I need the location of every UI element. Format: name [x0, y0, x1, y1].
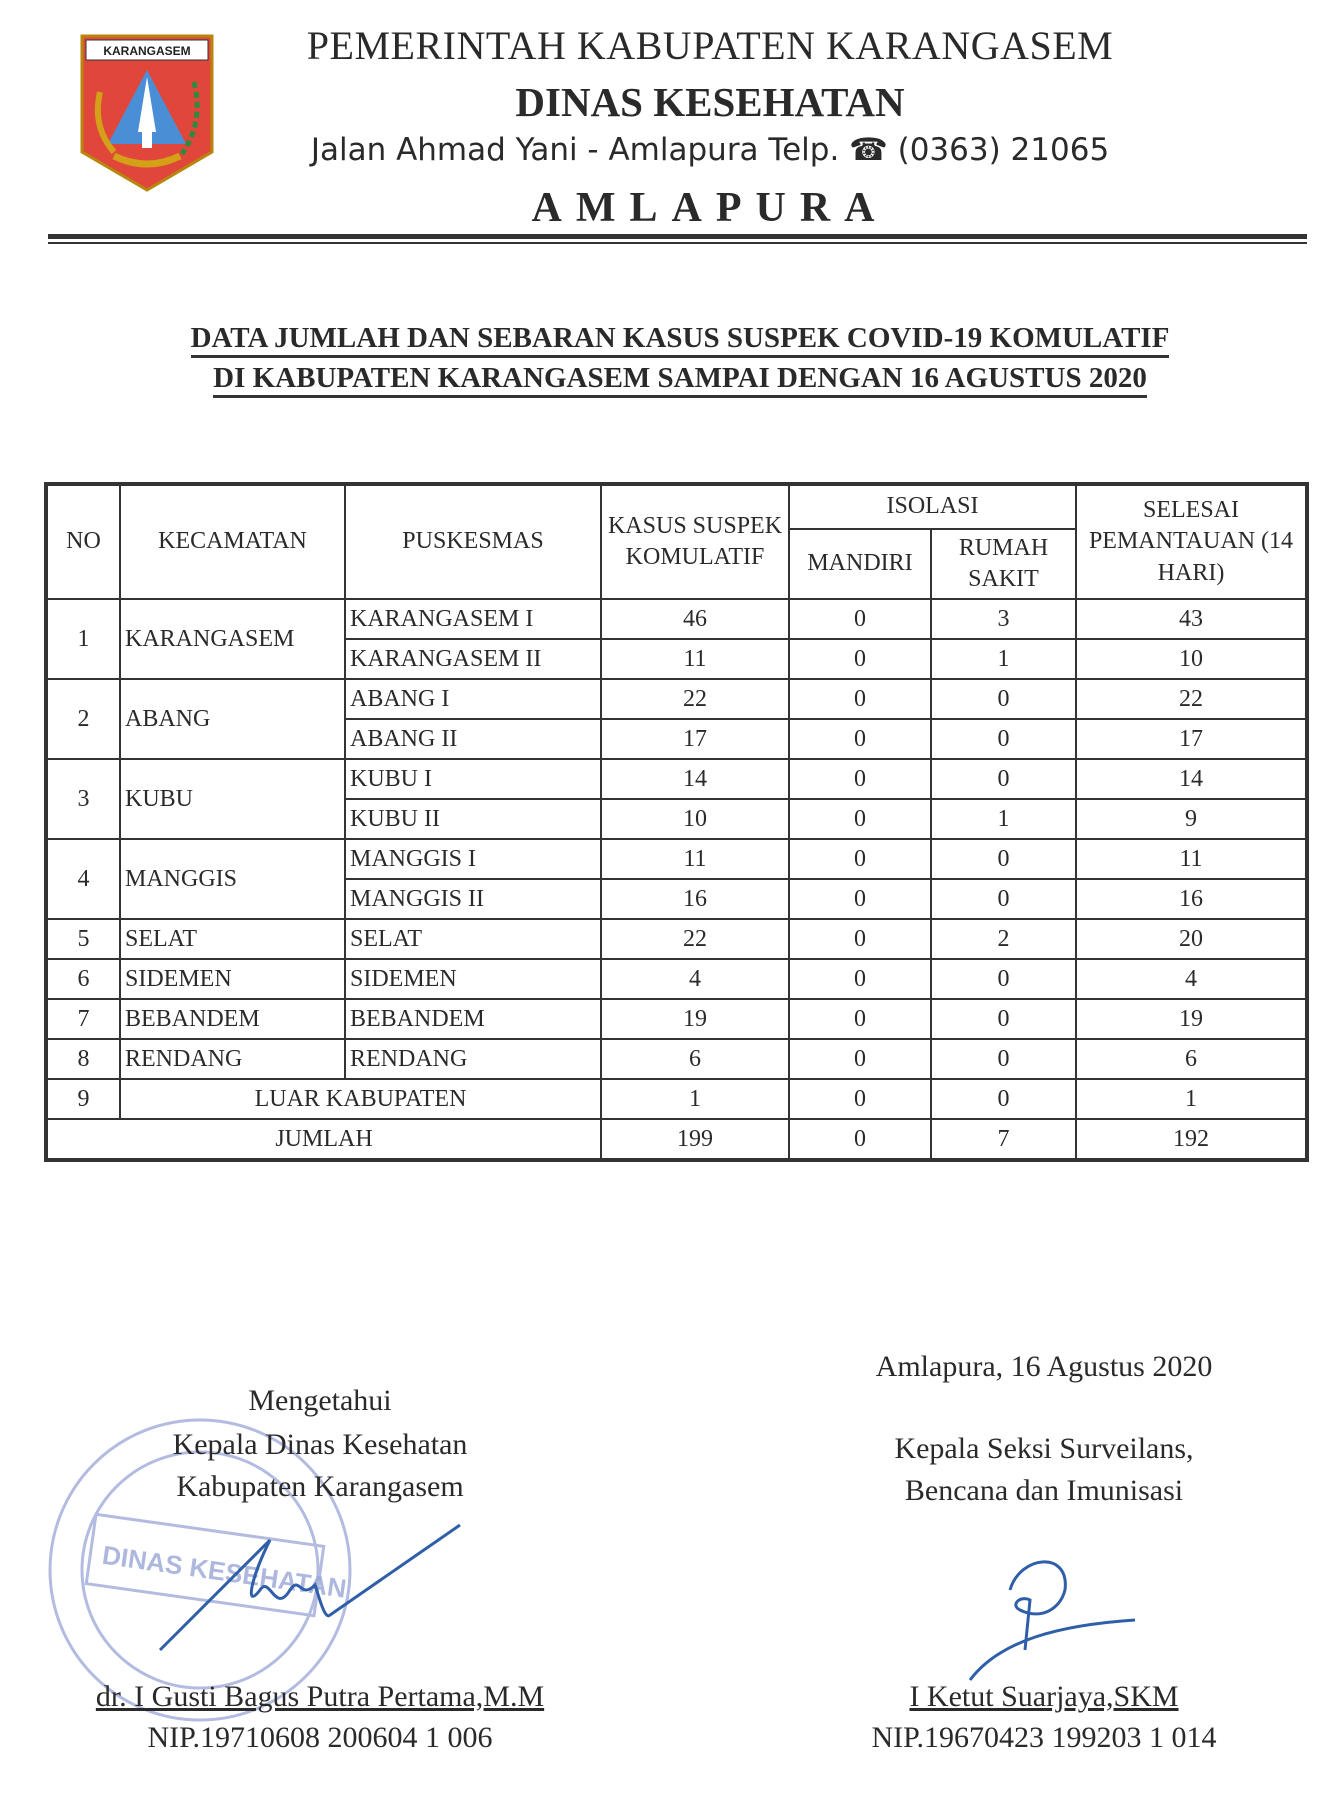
cell-selesai: 20	[1076, 919, 1307, 959]
cell-puskesmas: RENDANG	[345, 1039, 601, 1079]
cell-puskesmas: MANGGIS II	[345, 879, 601, 919]
cell-total-selesai: 192	[1076, 1119, 1307, 1160]
cell-mandiri: 0	[789, 599, 931, 639]
cell-total-label: JUMLAH	[46, 1119, 601, 1160]
covid-suspect-table	[44, 482, 1309, 1162]
signature-right	[960, 1550, 1160, 1690]
cell-selesai: 4	[1076, 959, 1307, 999]
cell-selesai: 14	[1076, 759, 1307, 799]
cell-kecamatan: ABANG	[120, 679, 345, 759]
cell-selesai: 9	[1076, 799, 1307, 839]
right-sign-line2: Bencana dan Imunisasi	[904, 1474, 1184, 1507]
header-isolasi: ISOLASI	[789, 484, 1076, 529]
cell-rumah-sakit: 1	[931, 639, 1076, 679]
cell-rumah-sakit: 0	[931, 959, 1076, 999]
header-no: NO	[46, 484, 120, 599]
cell-puskesmas: KARANGASEM I	[345, 599, 601, 639]
cell-kasus: 17	[601, 719, 789, 759]
cell-mandiri: 0	[789, 1039, 931, 1079]
cell-total-mandiri: 0	[789, 1119, 931, 1160]
cell-mandiri: 0	[789, 759, 931, 799]
header-mandiri: MANDIRI	[789, 529, 931, 599]
cell-no: 7	[46, 999, 120, 1039]
table-row	[46, 759, 1307, 799]
cell-kasus: 10	[601, 799, 789, 839]
cell-kecamatan: SELAT	[120, 919, 345, 959]
cell-kecamatan: BEBANDEM	[120, 999, 345, 1039]
cell-puskesmas: KUBU I	[345, 759, 601, 799]
cell-total-rs: 7	[931, 1119, 1076, 1160]
cell-kasus: 46	[601, 599, 789, 639]
svg-text:DINAS KESEHATAN: DINAS KESEHATAN	[100, 1539, 349, 1604]
table-row	[46, 919, 1307, 959]
header-kasus: KASUS SUSPEK KOMULATIF	[601, 484, 789, 599]
cell-mandiri: 0	[789, 959, 931, 999]
left-signatory-name: dr. I Gusti Bagus Putra Pertama,M.M	[95, 1680, 545, 1713]
table-row	[46, 1039, 1307, 1079]
cell-selesai: 43	[1076, 599, 1307, 639]
cell-selesai: 11	[1076, 839, 1307, 879]
table-row	[46, 599, 1307, 639]
cell-selesai: 1	[1076, 1079, 1307, 1119]
cell-mandiri: 0	[789, 999, 931, 1039]
signature-left	[150, 1520, 470, 1660]
cell-selesai: 10	[1076, 639, 1307, 679]
table-row	[46, 679, 1307, 719]
left-sign-line3: Kabupaten Karangasem	[176, 1470, 464, 1503]
left-signatory-nip: NIP.19710608 200604 1 006	[147, 1721, 493, 1754]
cell-total-kasus: 199	[601, 1119, 789, 1160]
cell-no: 5	[46, 919, 120, 959]
cell-rumah-sakit: 1	[931, 799, 1076, 839]
cell-mandiri: 0	[789, 639, 931, 679]
table-row-luar-kabupaten	[46, 1079, 1307, 1119]
cell-puskesmas: SIDEMEN	[345, 959, 601, 999]
cell-selesai: 17	[1076, 719, 1307, 759]
cell-rumah-sakit: 3	[931, 599, 1076, 639]
cell-no: 4	[46, 839, 120, 919]
table-row	[46, 959, 1307, 999]
cell-mandiri: 0	[789, 1079, 931, 1119]
cell-selesai: 19	[1076, 999, 1307, 1039]
left-sign-line1: Mengetahui	[248, 1384, 392, 1417]
cell-rumah-sakit: 0	[931, 679, 1076, 719]
cell-puskesmas: ABANG I	[345, 679, 601, 719]
cell-mandiri: 0	[789, 679, 931, 719]
table-row	[46, 999, 1307, 1039]
cell-mandiri: 0	[789, 719, 931, 759]
cell-puskesmas: MANGGIS I	[345, 839, 601, 879]
cell-rumah-sakit: 0	[931, 879, 1076, 919]
signature-date-place: Amlapura, 16 Agustus 2020	[875, 1350, 1213, 1383]
letterhead-agency: DINAS KESEHATAN	[515, 79, 905, 125]
cell-kecamatan: MANGGIS	[120, 839, 345, 919]
table-row	[46, 839, 1307, 879]
cell-kasus: 1	[601, 1079, 789, 1119]
cell-puskesmas: KARANGASEM II	[345, 639, 601, 679]
cell-no: 2	[46, 679, 120, 759]
cell-luar-label: LUAR KABUPATEN	[120, 1079, 601, 1119]
cell-rumah-sakit: 0	[931, 719, 1076, 759]
cell-rumah-sakit: 0	[931, 999, 1076, 1039]
cell-mandiri: 0	[789, 839, 931, 879]
right-sign-line1: Kepala Seksi Surveilans,	[894, 1432, 1194, 1465]
cell-mandiri: 0	[789, 799, 931, 839]
cell-puskesmas: ABANG II	[345, 719, 601, 759]
left-sign-line2: Kepala Dinas Kesehatan	[172, 1428, 468, 1461]
cell-kasus: 11	[601, 839, 789, 879]
cell-no: 6	[46, 959, 120, 999]
cell-puskesmas: BEBANDEM	[345, 999, 601, 1039]
letterhead-city: AMLAPURA	[531, 185, 889, 231]
cell-kasus: 6	[601, 1039, 789, 1079]
cell-rumah-sakit: 2	[931, 919, 1076, 959]
header-kecamatan: KECAMATAN	[120, 484, 345, 599]
document-title-line2: DI KABUPATEN KARANGASEM SAMPAI DENGAN 16 AGUSTUS 2020	[80, 362, 1280, 395]
cell-kecamatan: RENDANG	[120, 1039, 345, 1079]
cell-no: 3	[46, 759, 120, 839]
letterhead-government: PEMERINTAH KABUPATEN KARANGASEM	[306, 23, 1114, 68]
cell-kasus: 11	[601, 639, 789, 679]
letterhead-rule-thin	[48, 242, 1307, 244]
cell-kasus: 22	[601, 919, 789, 959]
cell-no: 1	[46, 599, 120, 679]
karangasem-logo	[78, 32, 216, 192]
cell-puskesmas: KUBU II	[345, 799, 601, 839]
cell-selesai: 16	[1076, 879, 1307, 919]
letterhead-rule	[48, 234, 1307, 239]
table-row-total	[46, 1119, 1307, 1160]
cell-selesai: 22	[1076, 679, 1307, 719]
cell-kasus: 16	[601, 879, 789, 919]
cell-kecamatan: SIDEMEN	[120, 959, 345, 999]
cell-no: 8	[46, 1039, 120, 1079]
svg-text:KARANGASEM: KARANGASEM	[103, 44, 191, 58]
cell-kasus: 4	[601, 959, 789, 999]
letterhead-address: Jalan Ahmad Yani - Amlapura Telp. ☎ (0363) 21065	[310, 132, 1110, 168]
cell-kecamatan: KARANGASEM	[120, 599, 345, 679]
cell-rs: 0	[931, 1079, 1076, 1119]
cell-no: 9	[46, 1079, 120, 1119]
cell-puskesmas: SELAT	[345, 919, 601, 959]
cell-selesai: 6	[1076, 1039, 1307, 1079]
cell-mandiri: 0	[789, 879, 931, 919]
cell-rumah-sakit: 0	[931, 1039, 1076, 1079]
cell-kasus: 22	[601, 679, 789, 719]
cell-mandiri: 0	[789, 919, 931, 959]
cell-rumah-sakit: 0	[931, 839, 1076, 879]
cell-kecamatan: KUBU	[120, 759, 345, 839]
cell-rumah-sakit: 0	[931, 759, 1076, 799]
header-rumah-sakit: RUMAH SAKIT	[931, 529, 1076, 599]
right-signatory-nip: NIP.19670423 199203 1 014	[871, 1721, 1217, 1754]
header-puskesmas: PUSKESMAS	[345, 484, 601, 599]
cell-kasus: 19	[601, 999, 789, 1039]
cell-kasus: 14	[601, 759, 789, 799]
header-selesai: SELESAI PEMANTAUAN (14 HARI)	[1076, 484, 1307, 599]
document-title-line1: DATA JUMLAH DAN SEBARAN KASUS SUSPEK COVID-19 KOMULATIF	[80, 322, 1280, 355]
right-signatory-name: I Ketut Suarjaya,SKM	[909, 1680, 1179, 1713]
